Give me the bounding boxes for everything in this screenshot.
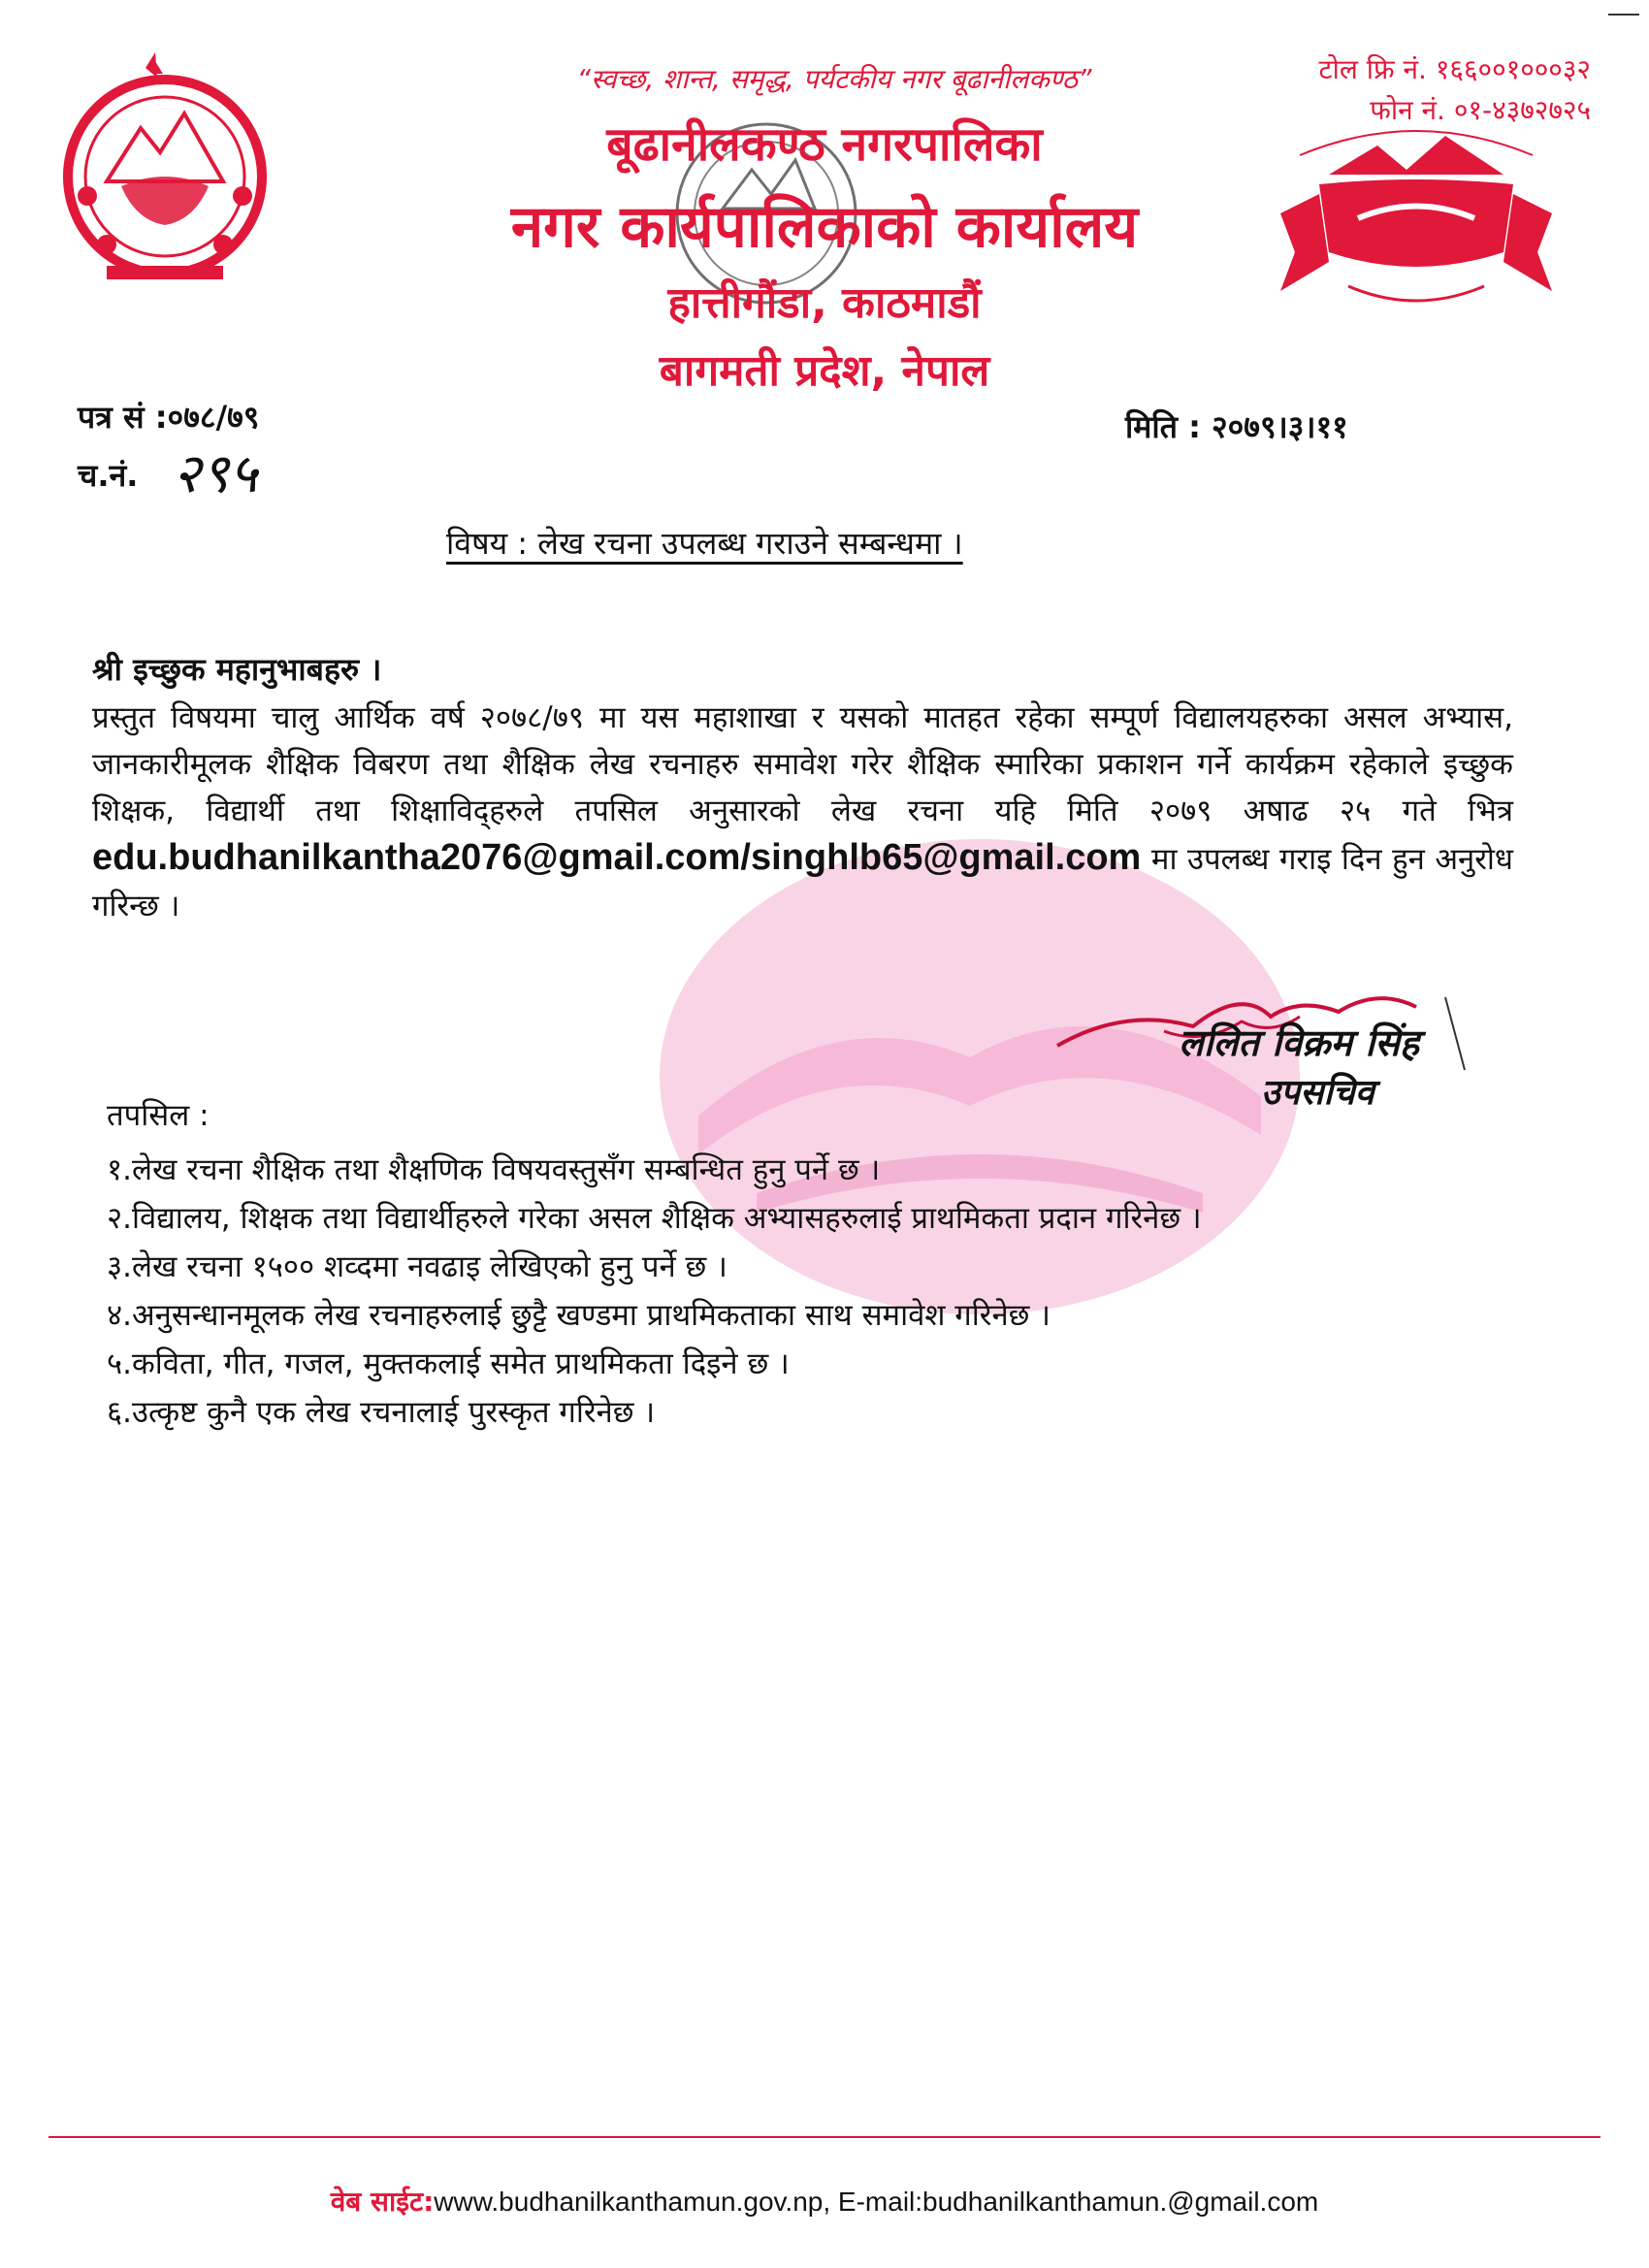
reference-number: पत्र सं :०७८/७९ [78,399,260,436]
tapasil-item: १.लेख रचना शैक्षिक तथा शैक्षणिक विषयवस्तुसँग सम्बन्धित हुनु पर्ने छ । [107,1152,881,1187]
tapasil-label: तपसिल : [107,1098,210,1133]
scan-corner-mark [1608,14,1639,16]
tapasil-item: ६.उत्कृष्ट कुनै एक लेख रचनालाई पुरस्कृत गरिनेछ । [107,1395,656,1430]
website-label: वेब साईट: [330,2186,435,2218]
tapasil-section [107,1091,1523,1437]
body-text: प्रस्तुत विषयमा चालु आर्थिक वर्ष २०७८/७९ मा यस महाशाखा र यसको मातहत रहेका सम्पूर्ण विद्यालयहरुका असल अभ्यास, जानकारीमूलक शैक्षिक विबरण तथा शैक्षिक लेख रचनाहरु समावेश गरेर शैक्षिक स्मारिका प्रकाशन गर्ने कार्यक्रम रहेकाले इच्छुक शिक्षक, विद्यार्थी तथा शिक्षाविद्हरुले तपसिल अनुसारको लेख रचना यहि मिति २०७९ अषाढ २५ गते भित्र [92,700,1513,828]
tapasil-item: २.विद्यालय, शिक्षक तथा विद्यार्थीहरुले गरेका असल शैक्षिक अभ्यासहरुलाई प्राथमिकता प्रदान गरिनेछ । [107,1201,1202,1236]
letter-date: मिति : २०७९।३।११ [1125,408,1348,445]
letter-body [92,695,1513,929]
address-line-1: हात्तीगौंडा, काठमाडौं [667,278,982,328]
body-text-end: मा उपलब्ध गराइ दिन हुन अनुरोध गरिन्छ । [92,842,1513,923]
tapasil-item: ३.लेख रचना १५०० शव्दमा नवढाइ लेखिएको हुनु पर्ने छ । [107,1249,728,1284]
municipality-name: बूढानीलकण्ठ नगरपालिका [606,117,1043,172]
motto: “स्वच्छ, शान्त, समृद्ध, पर्यटकीय नगर बूढानीलकण्ठ” [576,63,1092,95]
phone-number: फोन नं. ०१-४३७२७२५ [1370,94,1591,126]
tapasil-item: ५.कविता, गीत, गजल, मुक्तकलाई समेत प्राथमिकता दिइने छ । [107,1346,790,1381]
letter-subject: विषय : लेख रचना उपलब्ध गराउने सम्बन्धमा । [446,525,963,562]
email-addresses: edu.budhanilkantha2076@gmail.com/singhlb65@gmail.com [92,837,1142,878]
tapasil-item: ४.अनुसन्धानमूलक लेख रचनाहरुलाई छुट्टै खण्डमा प्राथमिकताका साथ समावेश गरिनेछ । [107,1298,1051,1333]
nepal-emblem-icon [48,50,281,293]
address-line-2: बागमती प्रदेश, नेपाल [659,346,990,396]
footer-divider [48,2136,1600,2138]
office-name: नगर कार्यपालिकाको कार्यालय [510,193,1139,261]
body-paragraph [92,695,1513,929]
signatory-name: ललित विक्रम सिंह [1179,1021,1420,1064]
chalani-label: च.नं. [78,457,139,494]
footer [0,2183,1649,2219]
footer-contact: www.budhanilkanthamun.gov.np, E-mail:budhanilkanthamun.@gmail.com [434,2187,1319,2217]
salutation: श्री इच्छुक महानुभाबहरु । [92,651,382,688]
chalani-number: २९५ [173,442,258,505]
toll-free-number: टोल फ्रि नं. १६६००१०००३२ [1318,53,1591,85]
municipality-logo-icon [1271,116,1562,320]
signatory-title: उपसचिव [1261,1073,1374,1113]
